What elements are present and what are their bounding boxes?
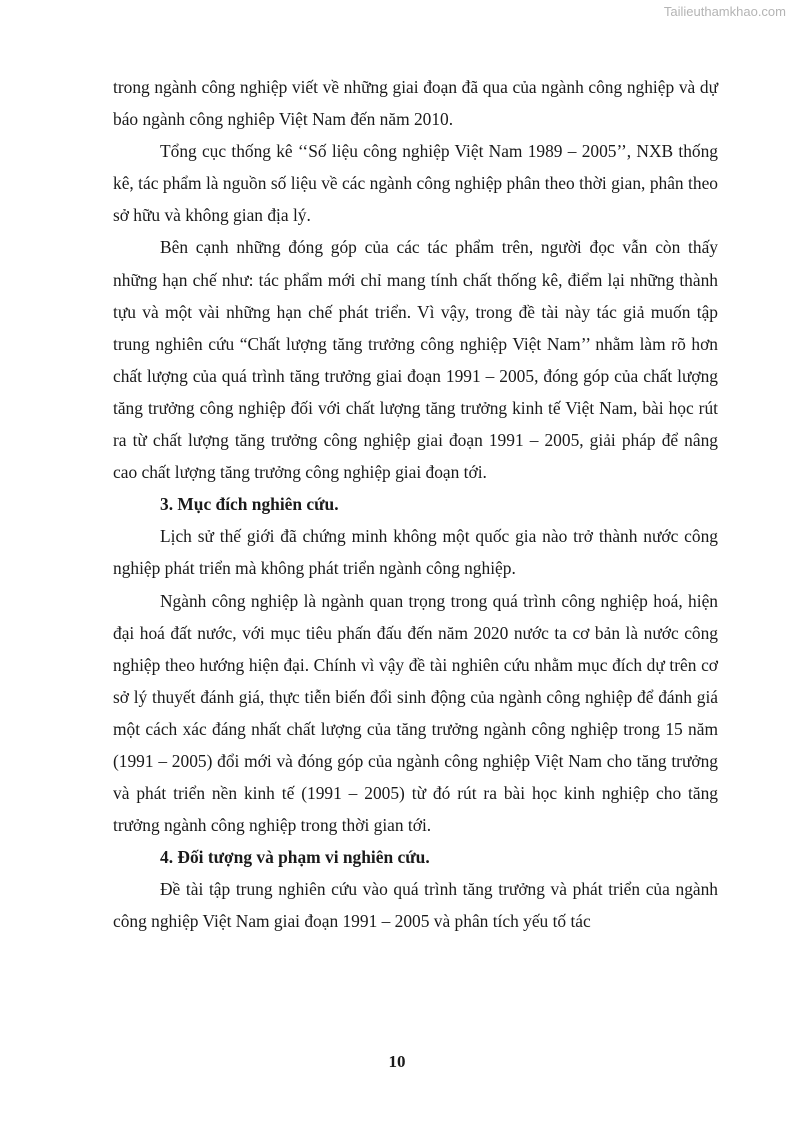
paragraph-scope: Đề tài tập trung nghiên cứu vào quá trình tăng trưởng và phát triển của ngành công nghiệp Việt Nam giai đoạn 1991 – 2005 và phân tích yếu tố tác xyxy=(113,879,718,932)
watermark: Tailieuthamkhao.com xyxy=(663,4,786,19)
page-number: 10 xyxy=(388,1052,406,1071)
paragraph-purpose: Ngành công nghiệp là ngành quan trọng trong quá trình công nghiệp hoá, hiện đại hoá đất nước, với mục tiêu phấn đấu đến năm 2020 nước ta cơ bản là nước công nghiệp theo hướng hiện đại. Chính vì vậy đề tài nghiên cứu nhằm mục đích dự trên cơ sở lý thuyết đánh giá, thực tiễn biến đổi sinh động của ngành công nghiệp để đánh giá một cách xác đáng nhất chất lượng của tăng trưởng ngành công nghiệp trong 15 năm (1991 – 2005) đổi mới và đóng góp của ngành công nghiệp Việt Nam cho tăng trưởng và phát triển nền kinh tế (1991 – 2005) từ đó rút ra bài học kinh nghiệp cho tăng trưởng ngành công nghiệp trong thời gian tới. xyxy=(113,590,718,836)
paragraph-limitations: Bên cạnh những đóng góp của các tác phẩm trên, người đọc vẫn còn thấy những hạn chế như: tác phẩm mới chỉ mang tính chất thống kê, điểm lại những thành tựu và một vài những hạn chế phát triển. Vì vậy, trong đề tài này tác giả muốn tập trung nghiên cứu “Chất lượng tăng trưởng công nghiệp Việt Nam’’ nhằm làm rõ hơn chất lượng của quá trình tăng trưởng giai đoạn 1991 – 2005, đóng góp của chất lượng tăng trưởng công nghiệp đối với chất lượng tăng trưởng kinh tế Việt Nam, bài học rút ra từ chất lượng tăng trưởng công nghiệp giai đoạn 1991 – 2005, giải pháp để nâng cao chất lượng tăng trưởng công nghiệp giai đoạn tới. xyxy=(113,237,718,483)
heading-research-scope: 4. Đối tượng và phạm vi nghiên cứu. xyxy=(160,847,430,868)
paragraph-history: Lịch sử thế giới đã chứng minh không một quốc gia nào trở thành nước công nghiệp phát triển mà không phát triển ngành công nghiệp. xyxy=(113,526,718,579)
heading-research-purpose: 3. Mục đích nghiên cứu. xyxy=(160,494,339,515)
body-text xyxy=(113,71,718,938)
paragraph-continuation: trong ngành công nghiệp viết về những giai đoạn đã qua của ngành công nghiệp và dự báo ngành công nghiêp Việt Nam đến năm 2010. xyxy=(113,77,718,130)
paragraph-statistics-source: Tổng cục thống kê ‘‘Số liệu công nghiệp Việt Nam 1989 – 2005’’, NXB thống kê, tác phẩm là nguồn số liệu về các ngành công nghiệp phân theo thời gian, phân theo sở hữu và không gian địa lý. xyxy=(113,141,718,226)
